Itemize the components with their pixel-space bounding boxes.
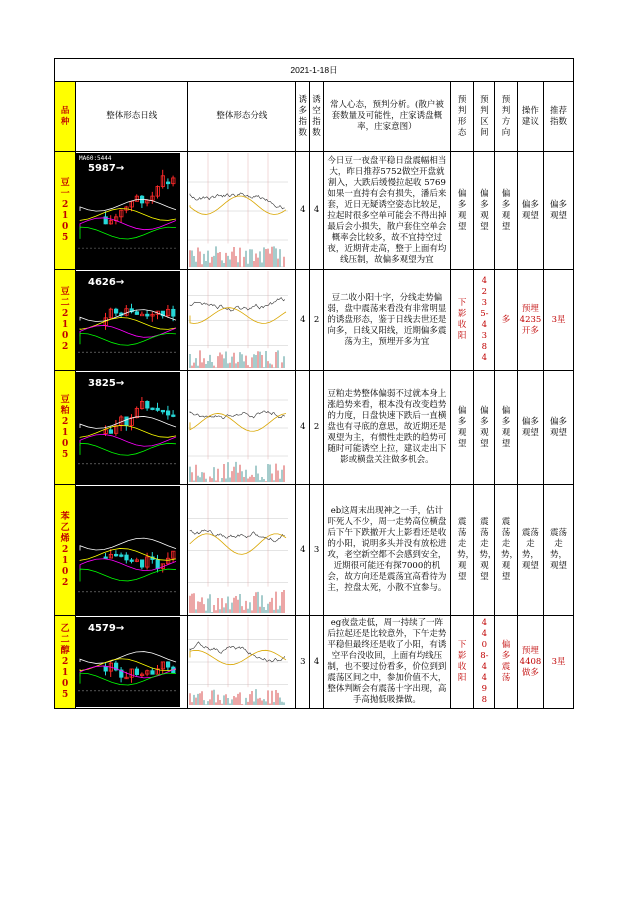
report-date-title: 2021-1-18日 [55,59,574,82]
candle-body [125,416,128,425]
candle-body [146,401,149,408]
minute-chart-cell [188,371,296,485]
col-header-kind: 品种 [55,82,76,152]
advice: 预埋4408做多 [517,616,543,709]
col-header-advice: 操作建议 [517,82,543,152]
pred-range: 4408-4498 [474,616,495,709]
advice: 预埋4235开多 [517,270,543,371]
pred-dir: 震荡走势，观望 [495,485,517,616]
daily-chart-cell [76,270,188,371]
chart-price-label: 4579→ [88,623,125,634]
daily-candle-chart [76,153,180,269]
candle-body [130,559,133,561]
daily-chart-cell [76,371,188,485]
advice: 偏多观望 [517,371,543,485]
induce-index: 4 [296,485,310,616]
minute-chart-cell [188,616,296,709]
daily-chart-cell [76,152,188,270]
kind-cell: 豆二2102 [55,270,76,371]
rec-index: 偏多观望 [544,152,574,270]
kind-cell: 豆一2105 [55,152,76,270]
advice: 震荡走势，观望 [517,485,543,616]
candle-body [172,309,175,316]
chart-price-label: 4626→ [88,276,125,288]
candle-body [104,556,107,558]
candle-body [167,410,170,414]
daily-candle-chart [76,271,180,370]
candle-body [141,559,144,566]
minute-line-chart [188,617,288,707]
candle-body [125,555,128,560]
candle-body [156,408,159,410]
col-header-pred-range: 预判区间 [474,82,495,152]
table-row [55,485,574,616]
col-header-induce: 诱多指数 [296,82,310,152]
candle-body [146,314,149,316]
chart-background [76,486,180,615]
table-row [55,616,574,709]
candle-body [156,559,159,568]
daily-chart-cell [76,485,188,616]
analysis-text: 今日豆一夜盘平稳日盘震幅相当大，昨日推荐5752做空开盘就割入，大跌后缓慢拉起收 5769如果一直持有会有损失，潘后来套，近日无疑诱空姿态比较足，拉起时很多空单可能会不得出掉最后会小损失，散户套住空单会概率会比较多，故不宜持空过夜，近期背走高，整于上面有均线压制，故偏多观望为宜 [323,152,450,270]
candle-body [109,429,112,433]
induce-index: 4 [296,152,310,270]
pred-dir: 偏多观望 [495,152,517,270]
induce2-index: 2 [310,371,324,485]
daily-candle-chart [76,372,180,484]
minute-line-chart [188,486,288,615]
kind-cell: 苯乙烯2102 [55,485,76,616]
daily-candle-chart [76,617,180,707]
candle-body [120,554,123,556]
kind-cell: 豆粕2105 [55,371,76,485]
pred-shape: 下影收阳 [450,616,473,709]
induce-index: 4 [296,371,310,485]
induce2-index: 2 [310,270,324,371]
table-row [55,152,574,270]
col-header-pred-dir: 预判方向 [495,82,517,152]
pred-shape: 偏多观望 [450,371,473,485]
minute-line-chart [188,271,288,370]
chart-price-label: 5987→ [88,162,125,174]
pred-dir: 偏多观望 [495,371,517,485]
kind-cell: 乙二醇2105 [55,616,76,709]
pred-range: 震荡走势，观望 [474,485,495,616]
report-table [54,58,574,709]
minute-line-chart [188,372,288,484]
col-header-mindset: 常人心态，预判分析。(散户被套数量及可能性，庄家诱盘概率，庄家意图） [323,82,450,152]
rec-index: 3星 [544,270,574,371]
pred-shape: 下影收阳 [450,270,473,371]
col-header-pred-shape: 预判形态 [450,82,473,152]
candle-body [115,554,118,556]
chart-price-label: 3825→ [88,377,125,389]
daily-chart-cell [76,616,188,709]
candle-body [135,311,138,314]
analysis-text: eg夜盘走低，周一持续了一阵后拉起还是比较意外，下午走势平稳但最终还是收了小阳，有诱空平台没收回，上面有均线压制，也不要过份看多，价位到到震荡区间之中，参加价值不大，整体判断会有震荡十字出现，高手高抛低吸操做。 [323,616,450,709]
analysis-text: 豆二收小阳十字，分线走势偏弱，盘中震荡来看没有非常明显的诱盘形态，鉴于日线去世还是向多，日线又阳线，近期偏多震荡为主，预埋开多为宜 [323,270,450,371]
minute-line-chart [188,153,288,269]
candle-body [104,667,107,672]
pred-shape: 震荡走势，观望 [450,485,473,616]
minute-chart-cell [188,152,296,270]
analysis-text: eb这周末出现神之一手，估计吓死人不少，周一走势高位横盘后下午下跌撤开大上影看还是收的小阳，说明多头并没有放松进攻，老空新空都不会感到安全，近期很可能还有探7000的机会，故方向还是震荡宜高看待为主，控盘太死，小散不宜参与。 [323,485,450,616]
minute-chart-cell [188,270,296,371]
pred-range: 偏多观望 [474,152,495,270]
candle-body [135,669,138,675]
rec-index: 震荡走势，观望 [544,485,574,616]
table-row [55,371,574,485]
advice: 偏多观望 [517,152,543,270]
induce2-index: 3 [310,485,324,616]
pred-shape: 偏多观望 [450,152,473,270]
candle-body [151,408,154,410]
pred-range: 偏多观望 [474,371,495,485]
induce-index: 3 [296,616,310,709]
pred-dir: 偏多震荡 [495,616,517,709]
candle-body [161,410,164,412]
col-header-rec: 推荐指数 [544,82,574,152]
induce2-index: 4 [310,152,324,270]
induce-index: 4 [296,270,310,371]
rec-index: 偏多观望 [544,371,574,485]
candle-body [172,414,175,416]
table-row [55,270,574,371]
col-header-induce2: 诱空指数 [310,82,324,152]
daily-candle-chart [76,486,180,615]
minute-chart-cell [188,485,296,616]
induce2-index: 4 [310,616,324,709]
candle-body [115,309,118,313]
rec-index: 3星 [544,616,574,709]
col-header-minute: 整体形态分线 [188,82,296,152]
pred-range: 4235-4384 [474,270,495,371]
pred-dir: 多 [495,270,517,371]
candle-body [167,182,170,184]
candle-body [151,671,154,675]
analysis-text: 豆粕走势整体偏弱不过就本身上涨趋势来看，根本没有改变趋势的力度，日盘快速下跌后一直横盘也有寻底的意思，故近期还是观望为主，有惯性走跌的趋势可随时可能诱空上拉，建议走出下影或横盘关注做多机会。 [323,371,450,485]
chart-ma-label: MA60:5444 [79,154,112,162]
col-header-daily: 整体形态日线 [76,82,188,152]
candle-body [167,662,170,667]
